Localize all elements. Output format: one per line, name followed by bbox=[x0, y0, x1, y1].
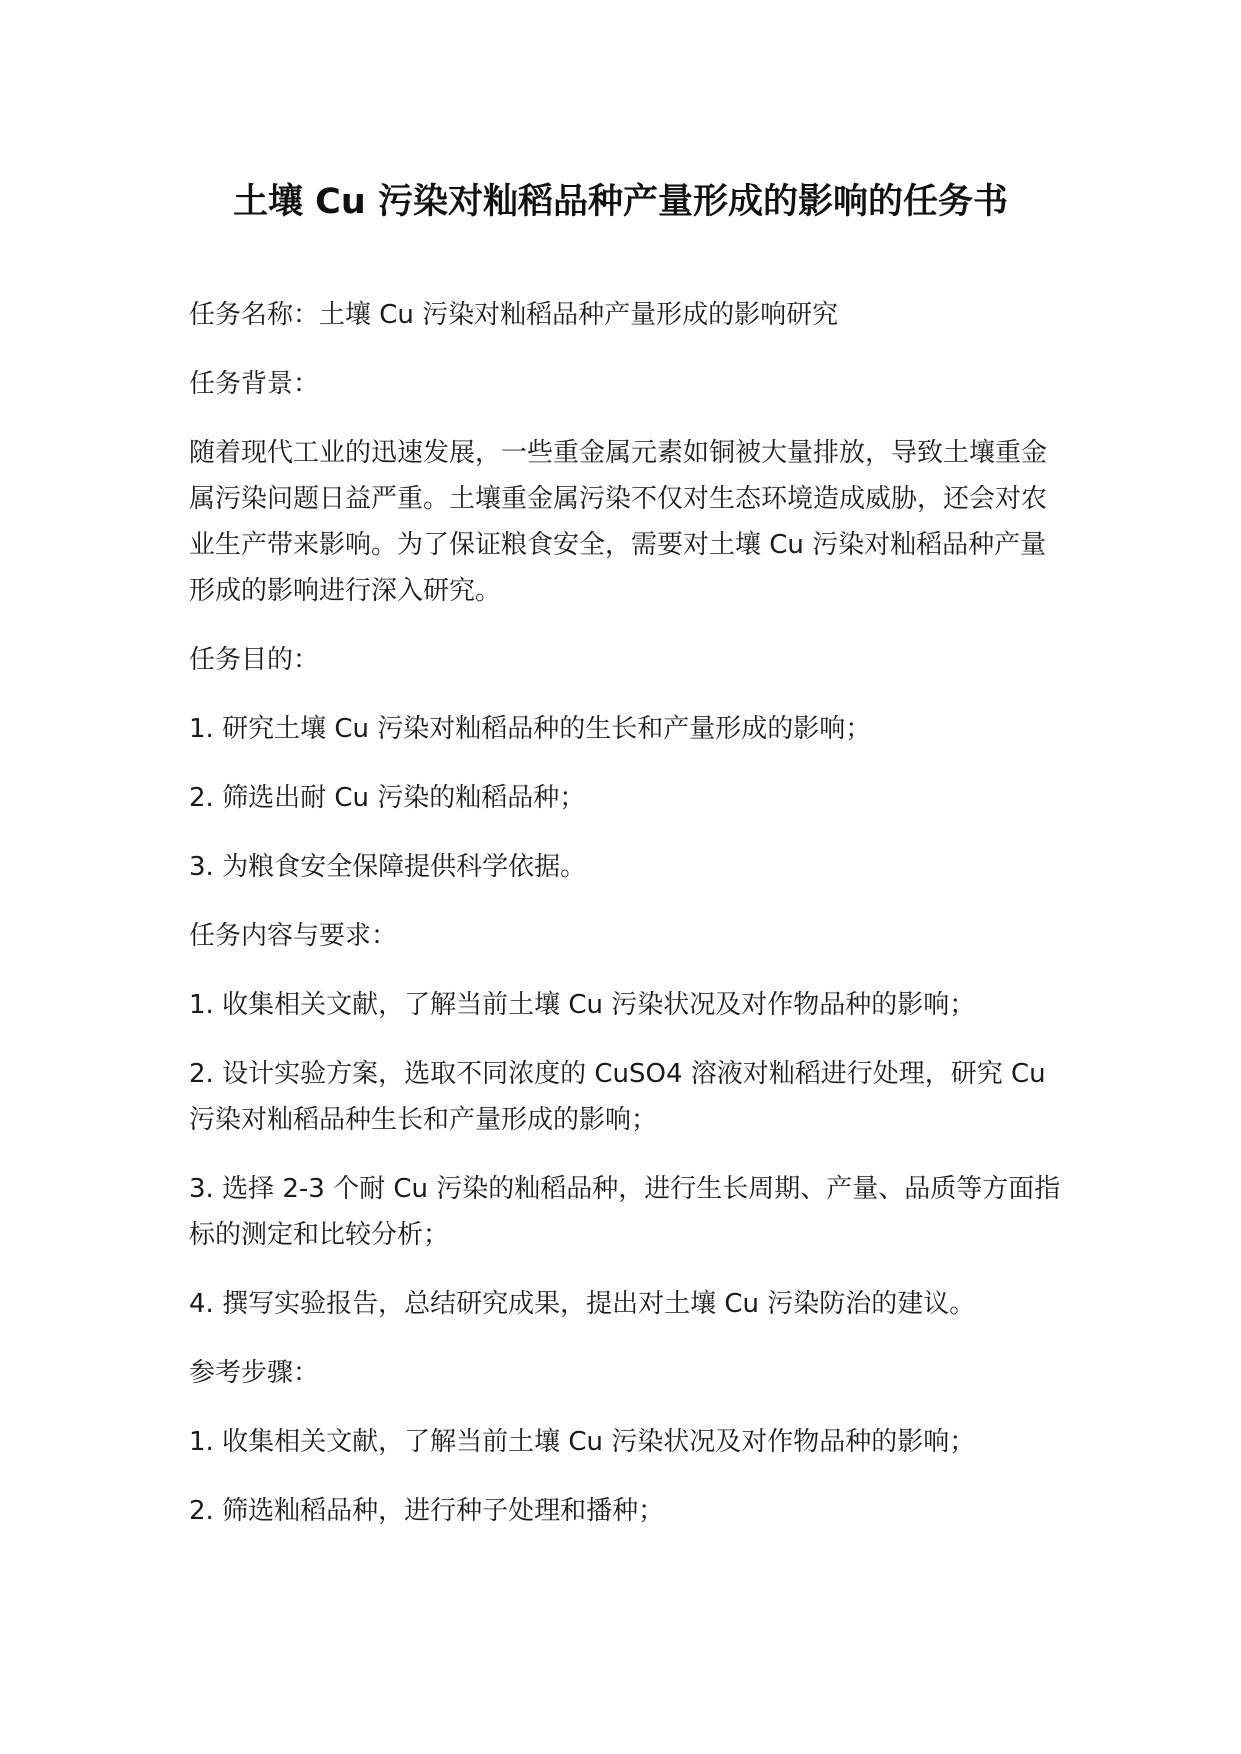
content-item: 4. 撰写实验报告，总结研究成果，提出对土壤 Cu 污染防治的建议。 bbox=[189, 1289, 976, 1319]
steps-heading: 参考步骤： bbox=[189, 1358, 320, 1388]
purpose-item: 2. 筛选出耐 Cu 污染的籼稻品种； bbox=[189, 783, 586, 813]
content-heading: 任务内容与要求： bbox=[189, 921, 398, 951]
document-body bbox=[189, 292, 1064, 1557]
content-item: 2. 设计实验方案，选取不同浓度的 CuSO4 溶液对籼稻进行处理，研究 Cu 污染对籼稻品种生长和产量形成的影响； bbox=[189, 1059, 1046, 1135]
purpose-heading: 任务目的： bbox=[189, 645, 320, 675]
background-paragraph: 随着现代工业的迅速发展，一些重金属元素如铜被大量排放，导致土壤重金属污染问题日益严重。土壤重金属污染不仅对生态环境造成威胁，还会对农业生产带来影响。为了保证粮食安全，需要对土壤 Cu 污染对籼稻品种产量形成的影响进行深入研究。 bbox=[189, 438, 1048, 606]
content-item: 1. 收集相关文献，了解当前土壤 Cu 污染状况及对作物品种的影响； bbox=[189, 990, 976, 1020]
task-name-line: 任务名称：土壤 Cu 污染对籼稻品种产量形成的影响研究 bbox=[189, 300, 839, 330]
steps-item: 2. 筛选籼稻品种，进行种子处理和播种； bbox=[189, 1496, 665, 1526]
document-title: 土壤 Cu 污染对籼稻品种产量形成的影响的任务书 bbox=[233, 182, 1008, 222]
purpose-item: 1. 研究土壤 Cu 污染对籼稻品种的生长和产量形成的影响； bbox=[189, 714, 872, 744]
content-item: 3. 选择 2-3 个耐 Cu 污染的籼稻品种，进行生长周期、产量、品质等方面指标的测定和比较分析； bbox=[189, 1174, 1061, 1250]
purpose-item: 3. 为粮食安全保障提供科学依据。 bbox=[189, 852, 587, 882]
steps-item: 1. 收集相关文献，了解当前土壤 Cu 污染状况及对作物品种的影响； bbox=[189, 1427, 976, 1457]
background-heading: 任务背景： bbox=[189, 369, 320, 399]
